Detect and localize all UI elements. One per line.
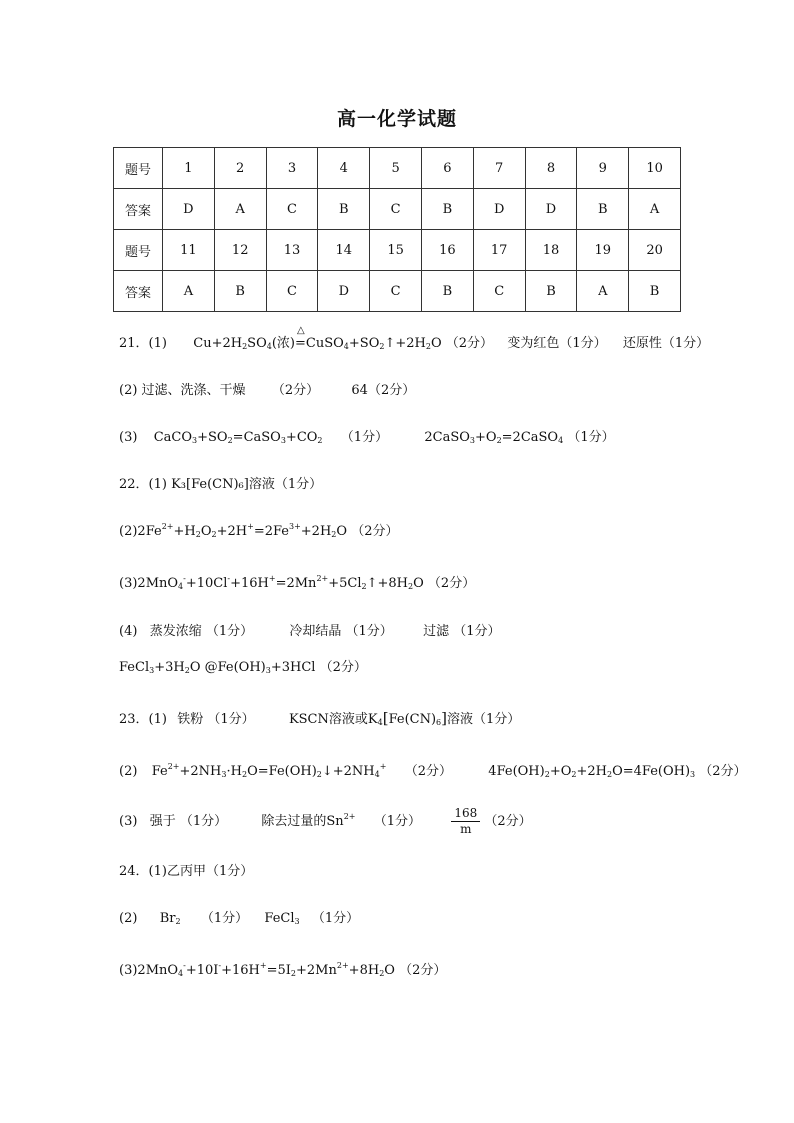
table-cell: B (214, 271, 266, 312)
q24-line1: 24．(1)乙丙甲（1分） (119, 864, 254, 879)
table-row-label: 题号 (114, 230, 163, 271)
q24-eq: $2MnO_4^-+10I^-+16H^+=5I_2+2Mn^{2+}+8H_2O$ (137, 961, 395, 978)
table-cell: 7 (473, 148, 525, 189)
table-cell: B (421, 271, 473, 312)
table-cell: D (163, 189, 215, 230)
table-cell: 13 (266, 230, 318, 271)
table-cell: 3 (266, 148, 318, 189)
table-row (114, 271, 681, 312)
table-cell: 15 (370, 230, 422, 271)
q21-line2: (2) 过滤、洗涤、干燥 （2分） 64（2分） (119, 383, 416, 398)
table-cell: A (577, 271, 629, 312)
q23-eq-1: $Fe^{2+}+2NH_3\cdot H_2O=Fe(OH)_2↓+2NH_4^+$ (151, 762, 387, 779)
table-cell: B (629, 271, 681, 312)
q22-line4: (4) 蒸发浓缩 （1分） 冷却结晶 （1分） 过滤 （1分） (119, 624, 501, 639)
table-cell: C (370, 189, 422, 230)
table-cell: 19 (577, 230, 629, 271)
table-cell: D (473, 189, 525, 230)
table-cell: B (525, 271, 577, 312)
table-cell: 8 (525, 148, 577, 189)
q22-line2: $(2)2Fe^{2+}+H_2O_2+2H^+=2Fe^{3+}+2H_2O$ （2分） (119, 522, 399, 539)
table-row-label: 答案 (114, 271, 163, 312)
q22-line5: $FeCl_3+3H_2O$ $@Fe(OH)_3+3HCl$ （2分） (119, 660, 367, 675)
q21-line3: (3) $CaCO_3+SO_2=CaSO_3+CO_2$ （1分） $2CaSO_3+O_2=2CaSO_4$ （1分） (119, 430, 615, 445)
table-cell: 4 (318, 148, 370, 189)
table-row (114, 230, 681, 271)
q21-eq-2: $CaCO_3+SO_2=CaSO_3+CO_2$ (153, 430, 323, 445)
table-cell: 16 (421, 230, 473, 271)
q22-line1: 22．(1) K₃[Fe(CN)₆]溶液（1分） (119, 477, 323, 492)
q24-line3: $(3)2MnO_4^-+10I^-+16H^+=5I_2+2Mn^{2+}+8H_2O$ （2分） (119, 961, 447, 978)
q23-eq-2: $4Fe(OH)_2+O_2+2H_2O=4Fe(OH)_3$ (488, 764, 696, 779)
q22-eq-3: $FeCl_3+3H_2O$ $@Fe(OH)_3+3HCl$ (119, 660, 316, 675)
table-row (114, 148, 681, 189)
table-cell: 1 (163, 148, 215, 189)
q23-line1: 23．(1) 铁粉 （1分） KSCN溶液或$K_4[Fe(CN)_6]$溶液（1分） (119, 709, 521, 727)
answer-table (113, 147, 681, 312)
table-row-label: 答案 (114, 189, 163, 230)
q24-br2: $Br_2$ (159, 911, 181, 926)
table-cell: 10 (629, 148, 681, 189)
table-row-label: 题号 (114, 148, 163, 189)
table-cell: C (370, 271, 422, 312)
q22-line3: $(3)2MnO_4^-+10Cl^-+16H^+=2Mn^{2+}+5Cl_2↑+8H_2O$ （2分） (119, 574, 476, 591)
q23-fraction: $\frac{168}{m}$ (451, 806, 480, 837)
table-cell: D (318, 271, 370, 312)
q21-eq-3: $2CaSO_3+O_2=2CaSO_4$ (424, 430, 564, 445)
table-cell: 5 (370, 148, 422, 189)
table-cell: 20 (629, 230, 681, 271)
q22-eq-1: $2Fe^{2+}+H_2O_2+2H^+=2Fe^{3+}+2H_2O$ (137, 522, 348, 539)
table-cell: 6 (421, 148, 473, 189)
table-cell: B (421, 189, 473, 230)
table-cell: 18 (525, 230, 577, 271)
table-cell: 17 (473, 230, 525, 271)
q21-line1: 21．(1) $Cu+2H_2SO_4$(浓) △ $=CuSO_4+SO_2↑+2H_2O$ （2分） 变为红色（1分） 还原性（1分） (119, 325, 710, 351)
q21-equation: $Cu+2H_2SO_4$(浓) △ $=CuSO_4+SO_2↑+2H_2O$ (193, 325, 442, 351)
table-cell: C (266, 271, 318, 312)
table-cell: 11 (163, 230, 215, 271)
q23-reagent: $K_4[Fe(CN)_6]$ (367, 709, 447, 727)
table-cell: B (318, 189, 370, 230)
table-cell: 2 (214, 148, 266, 189)
table-cell: A (629, 189, 681, 230)
table-row (114, 189, 681, 230)
q24-fecl3: FeCl$_3$ (264, 911, 300, 926)
table-cell: B (577, 189, 629, 230)
table-cell: 12 (214, 230, 266, 271)
table-cell: C (266, 189, 318, 230)
table-cell: A (163, 271, 215, 312)
page-title: 高一化学试题 (336, 108, 457, 130)
q23-ion: $Sn^{2+}$ (326, 812, 356, 829)
q23-line2: (2) $Fe^{2+}+2NH_3\cdot H_2O=Fe(OH)_2↓+2NH_4^+$ （2分） $4Fe(OH)_2+O_2+2H_2O=4Fe(OH)_3$ （2分） (119, 762, 747, 779)
table-cell: 14 (318, 230, 370, 271)
table-cell: A (214, 189, 266, 230)
q22-eq-2: $2MnO_4^-+10Cl^-+16H^+=2Mn^{2+}+5Cl_2↑+8H_2O$ (137, 574, 424, 591)
q24-line2: (2) $Br_2$ （1分） FeCl$_3$ （1分） (119, 911, 360, 926)
table-cell: D (525, 189, 577, 230)
table-cell: 9 (577, 148, 629, 189)
q23-line3: (3) 强于 （1分） 除去过量的$Sn^{2+}$ （1分） $\frac{168}{m}$ （2分） (119, 806, 532, 836)
table-cell: C (473, 271, 525, 312)
